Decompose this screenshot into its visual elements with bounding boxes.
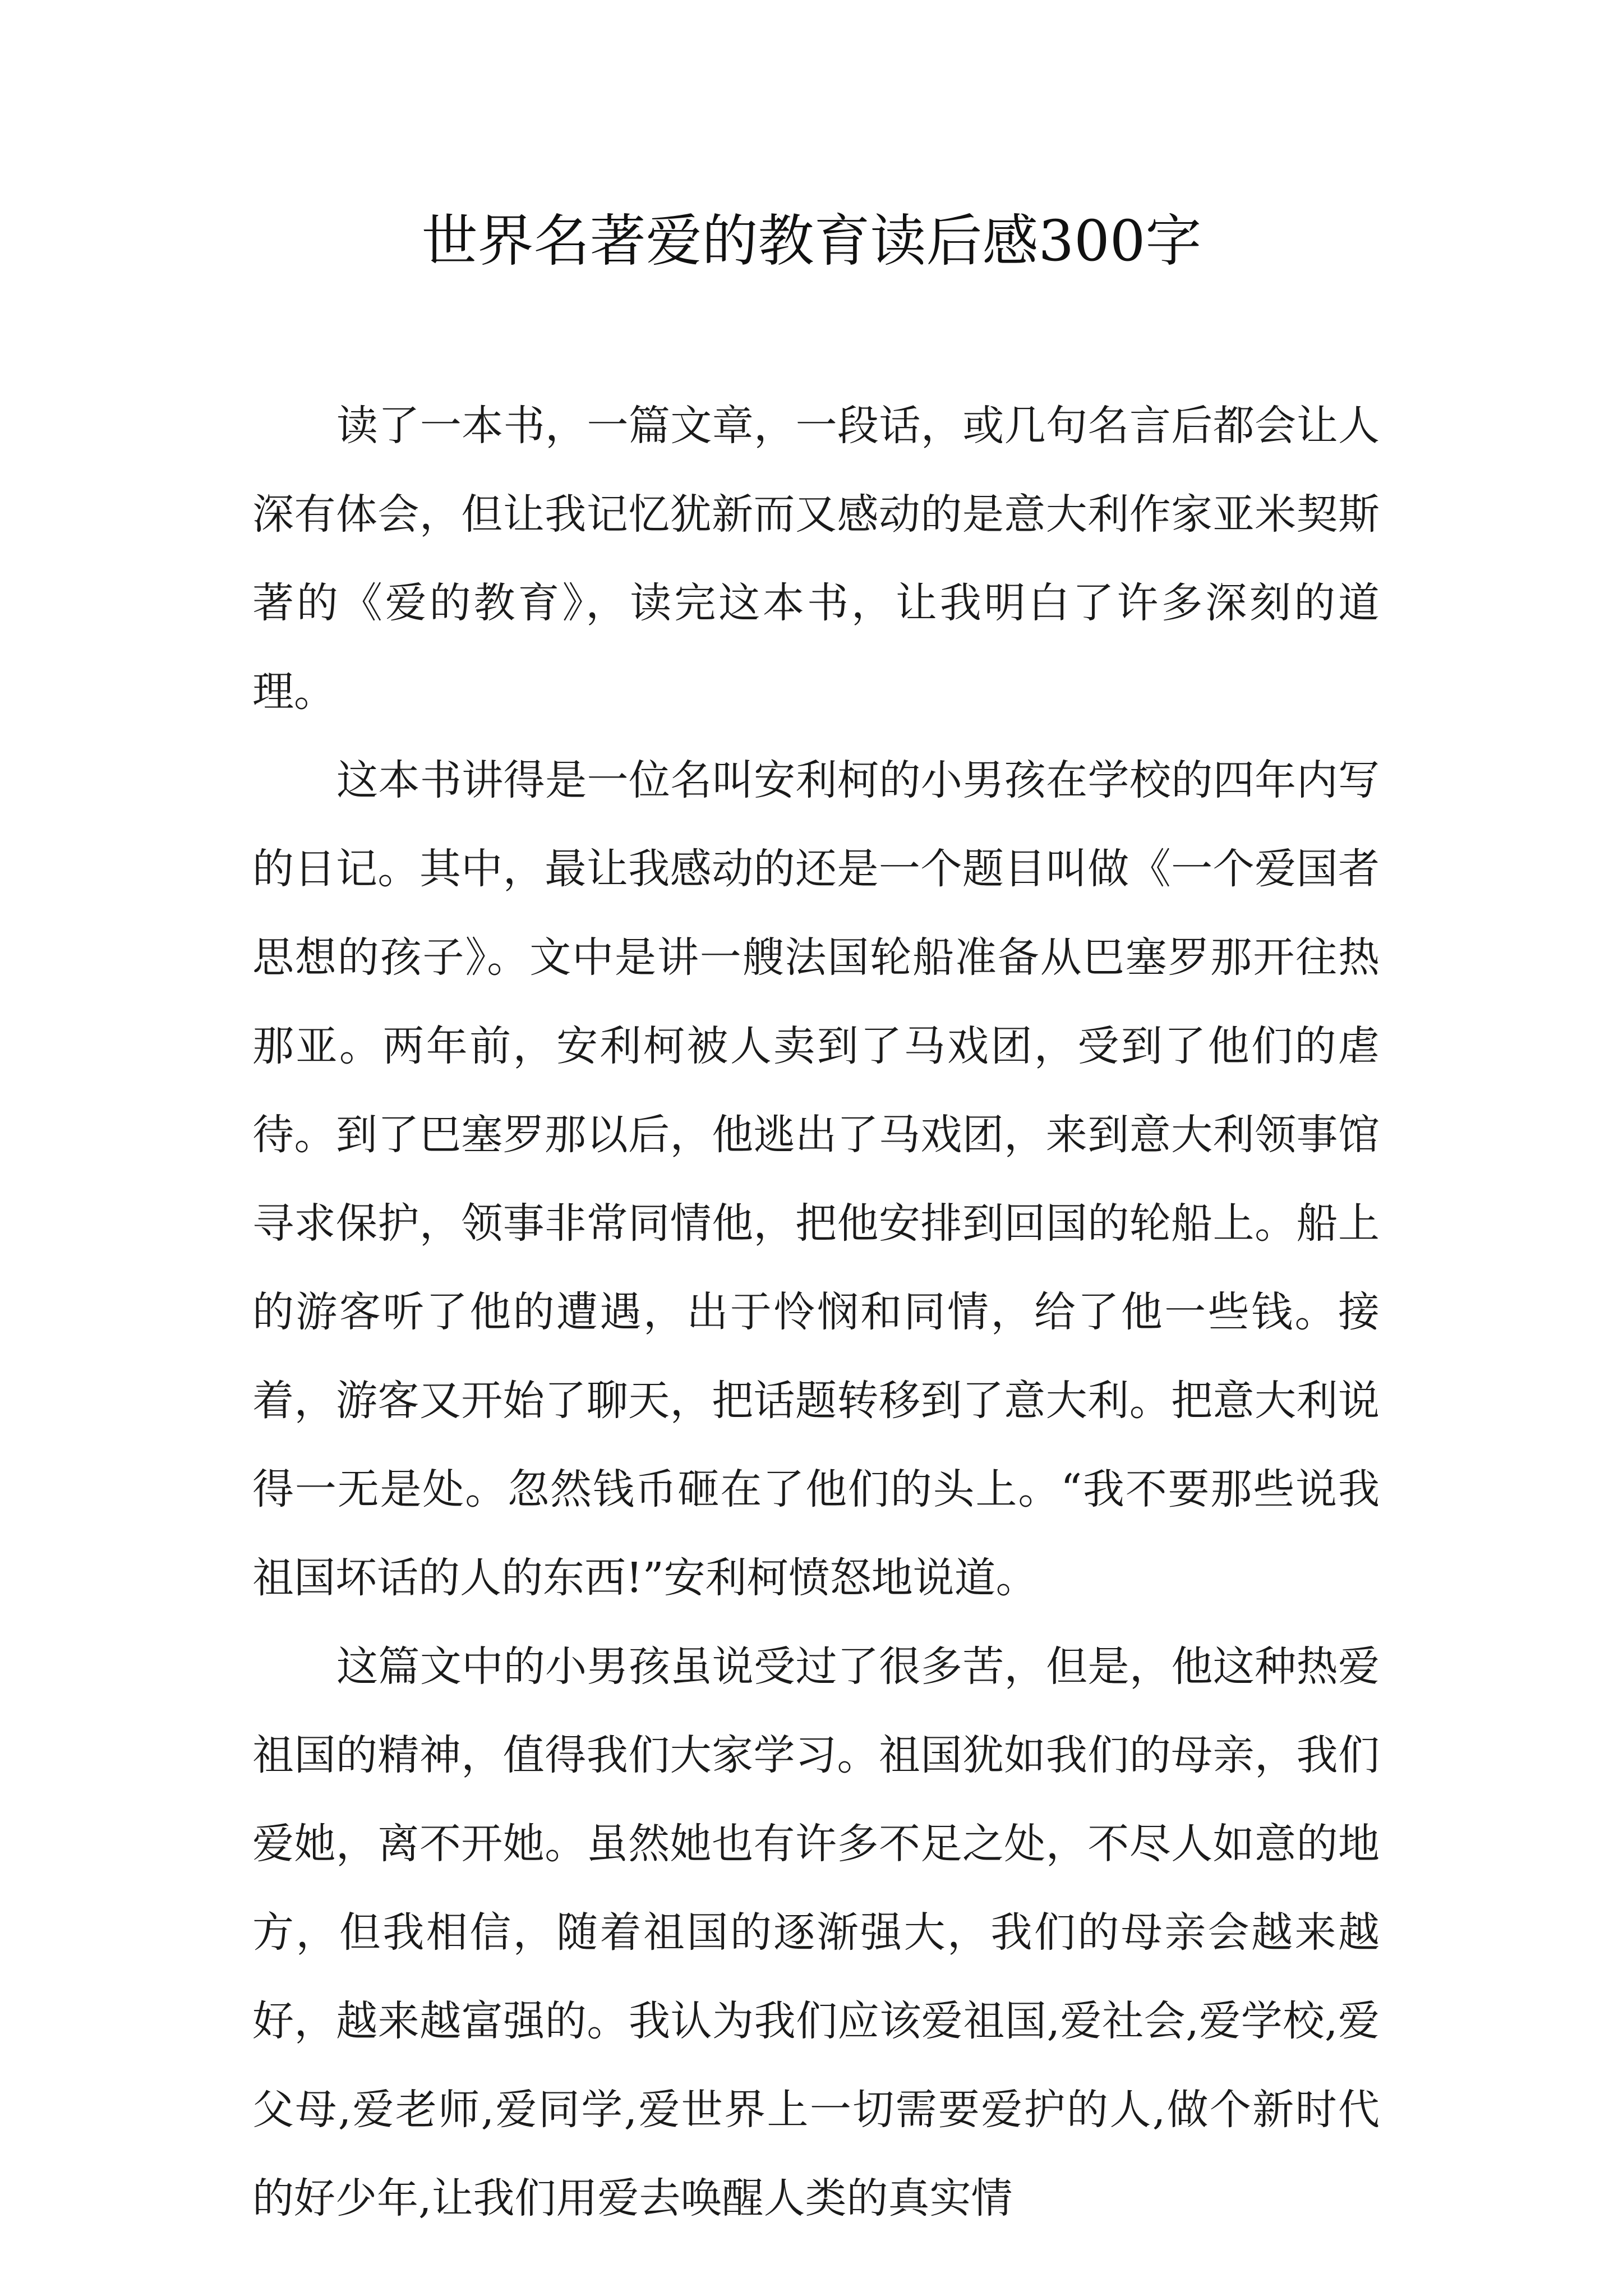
document-body bbox=[252, 381, 1380, 2243]
paragraph-2: 这本书讲得是一位名叫安利柯的小男孩在学校的四年内写的日记。其中，最让我感动的还是一个题目叫做《一个爱国者思想的孩子》。文中是讲一艘法国轮船准备从巴塞罗那开往热那亚。两年前，安利柯被人卖到了马戏团，受到了他们的虐待。到了巴塞罗那以后，他逃出了马戏团，来到意大利领事馆寻求保护，领事非常同情他，把他安排到回国的轮船上。船上的游客听了他的遭遇，出于怜悯和同情，给了他一些钱。接着，游客又开始了聊天，把话题转移到了意大利。把意大利说得一无是处。忽然钱币砸在了他们的头上。“我不要那些说我祖国坏话的人的东西!”安利柯愤怒地说道。 bbox=[252, 756, 1380, 1602]
document-title: 世界名著爱的教育读后感300字 bbox=[421, 208, 1202, 274]
paragraph-1: 读了一本书，一篇文章，一段话，或几句名言后都会让人深有体会，但让我记忆犹新而又感动的是意大利作家亚米契斯著的《爱的教育》，读完这本书，让我明白了许多深刻的道理。 bbox=[252, 402, 1380, 716]
paragraph-3: 这篇文中的小男孩虽说受过了很多苦，但是，他这种热爱祖国的精神，值得我们大家学习。祖国犹如我们的母亲，我们爱她，离不开她。虽然她也有许多不足之处，不尽人如意的地方，但我相信，随着祖国的逐渐强大，我们的母亲会越来越好，越来越富强的。我认为我们应该爱祖国,爱社会,爱学校,爱父母,爱老师,爱同学,爱世界上一切需要爱护的人,做个新时代的好少年,让我们用爱去唤醒人类的真实情 bbox=[252, 1642, 1380, 2223]
